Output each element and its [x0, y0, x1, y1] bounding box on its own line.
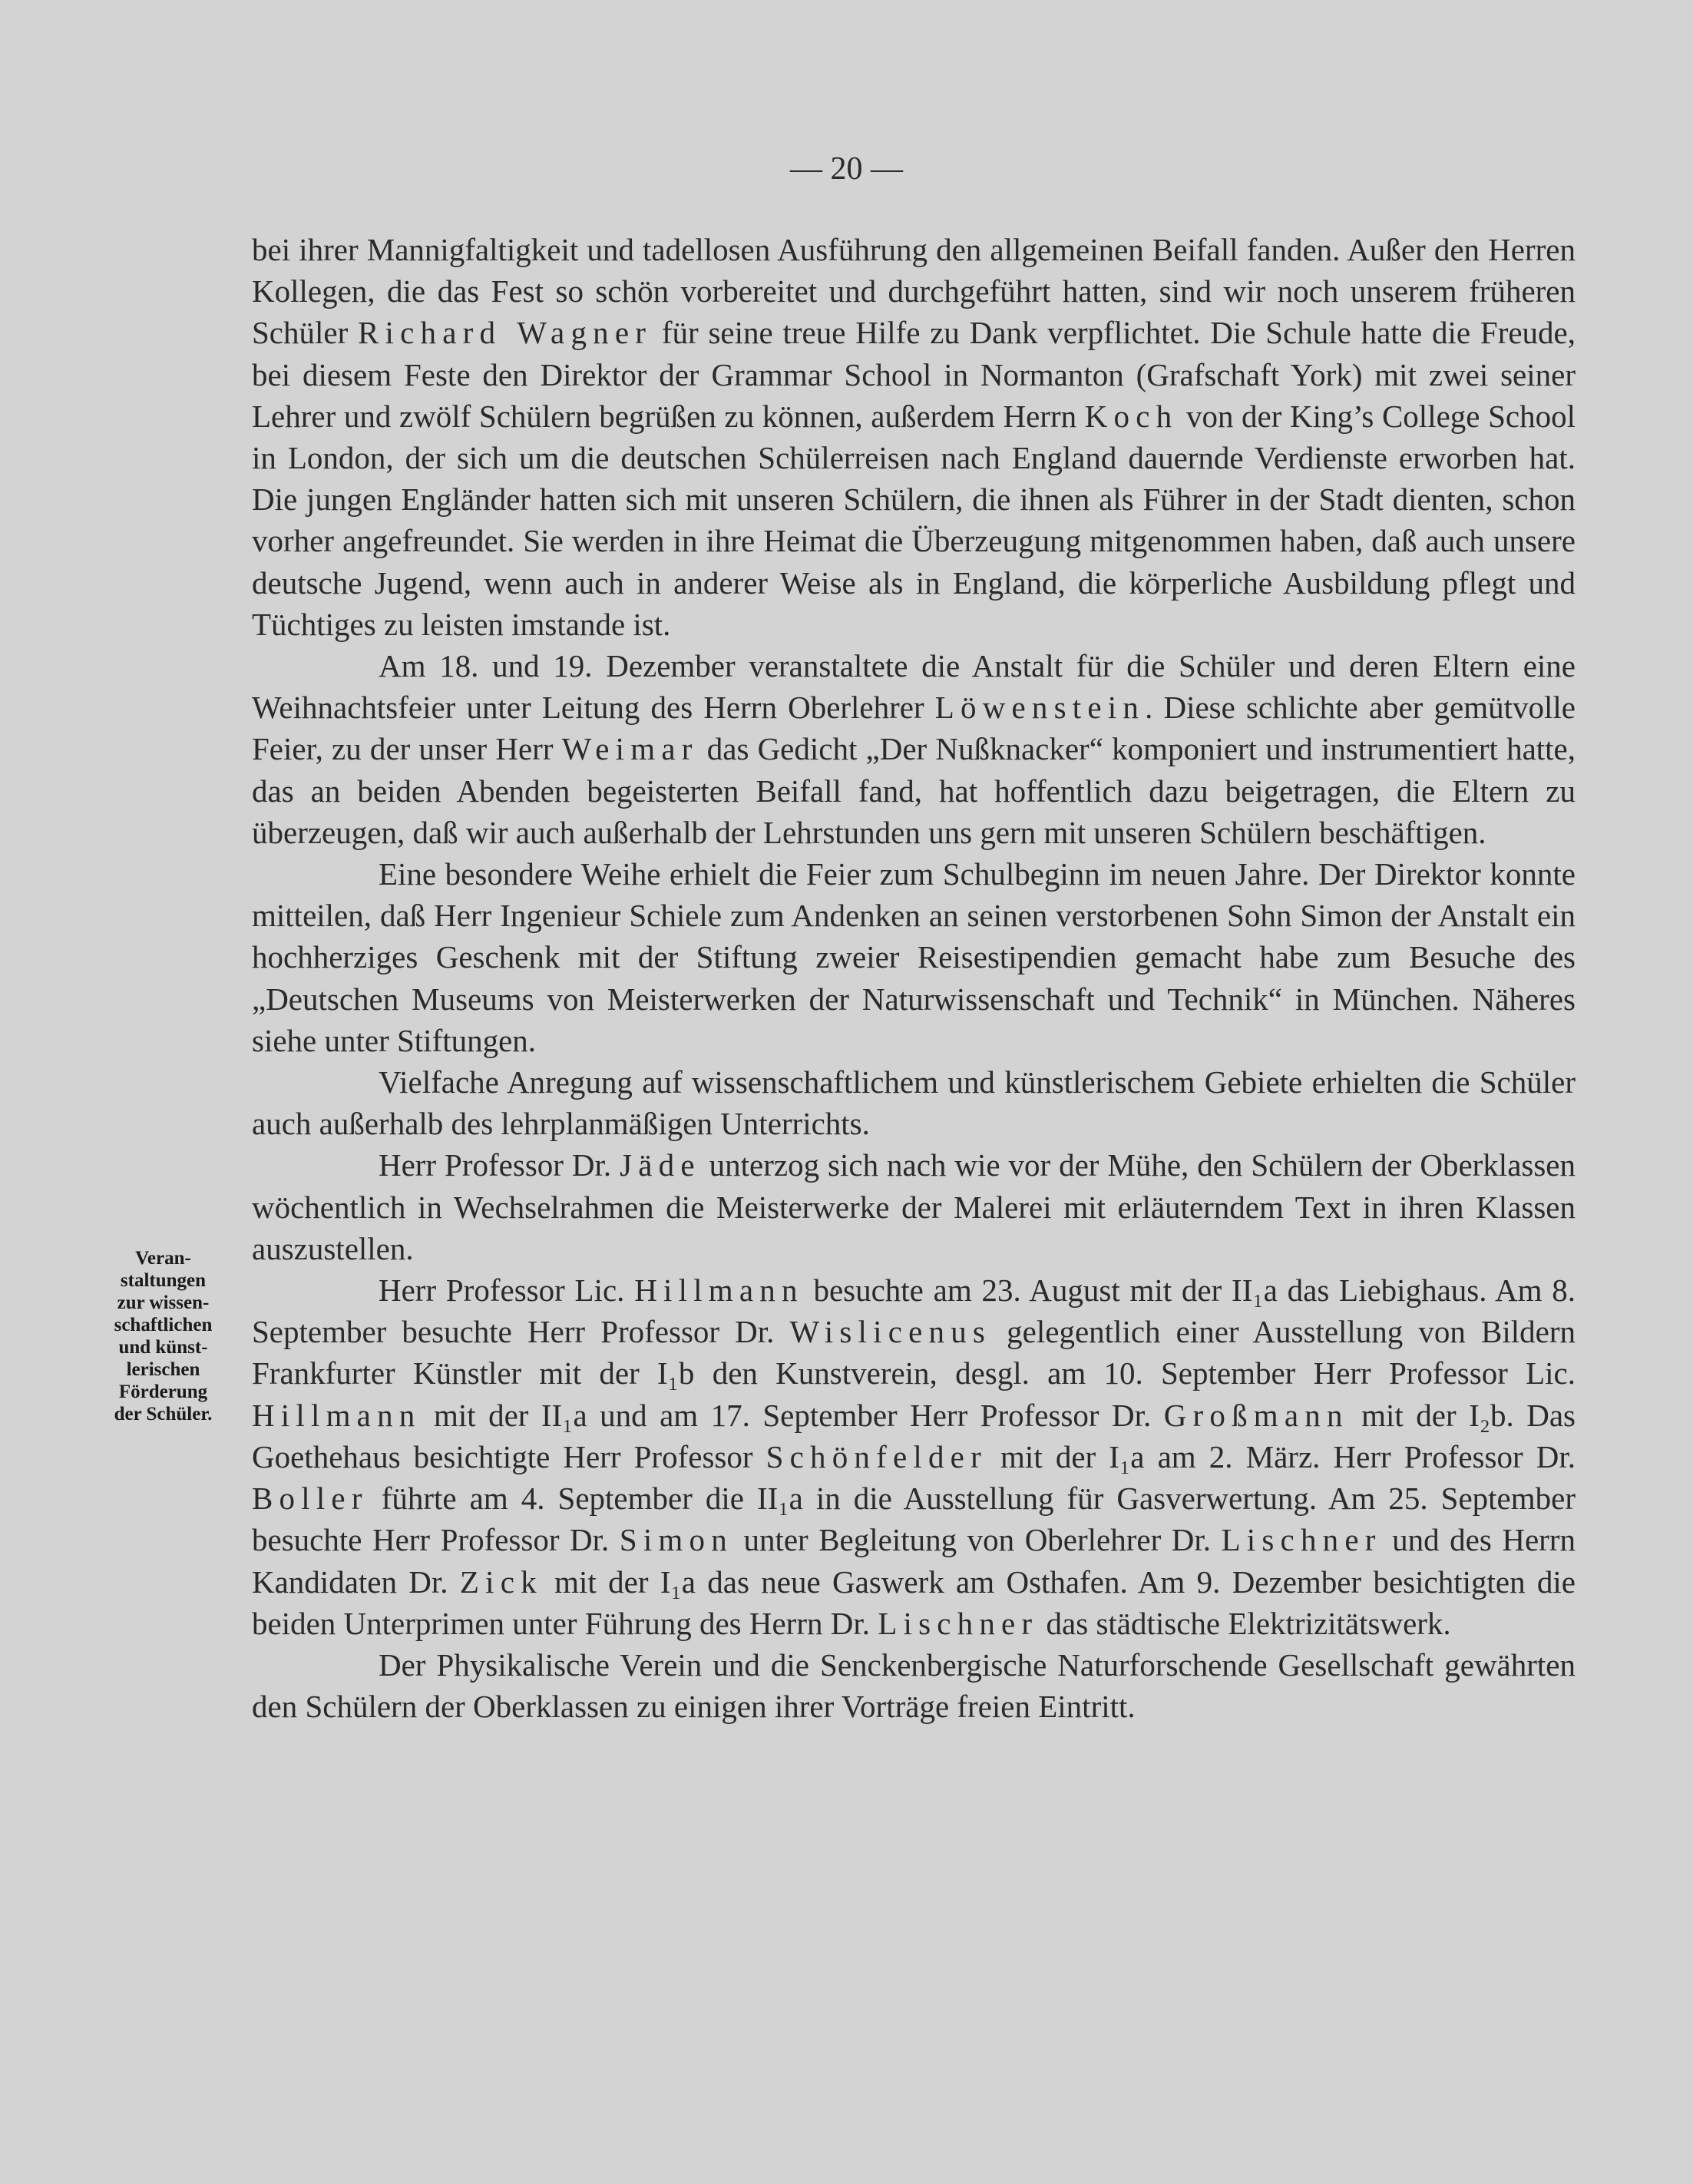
text-run: mit der II₁a und am 17. September Herr Professor Dr. [421, 1397, 1164, 1433]
text-run: mit der I₁a am 2. März. Herr Professor Dr. [987, 1438, 1576, 1474]
paragraph-festival-thanks [252, 229, 1576, 645]
margin-note-line: zur wissen- [117, 1292, 210, 1313]
paragraph-stimulation [252, 1061, 1576, 1144]
text-run: von der King’s College School in London, der sich um die deutschen Schülerreisen nach England dauernde Verdienste erworben hat. Die jungen Engländer hatten sich mit unseren Schülern, die ihnen als Führer in der Stadt dienten, schon vorher angefreundet. Sie werden in ihre Heimat die Überzeugung mitgenommen haben, daß auch unsere deutsche Jugend, wenn auch in anderer Weise als in England, die körperliche Ausbildung pflegt und Tüchtiges zu leisten imstande ist. [252, 398, 1576, 642]
margin-note-line: schaftlichen [114, 1315, 213, 1335]
person-name: Schönfelder [765, 1438, 987, 1474]
margin-note-line: Förderung [118, 1382, 208, 1402]
paragraph-school-start [252, 853, 1576, 1061]
text-run: Herr Professor Lic. [379, 1272, 635, 1309]
page-number: — 20 — [790, 151, 903, 187]
paragraph-excursions [252, 1269, 1576, 1644]
text-run: das städtische Elektrizitätswerk. [1038, 1605, 1451, 1641]
person-name: Löwenstein [934, 690, 1146, 726]
text-run: unter Begleitung von Oberlehrer Dr. [732, 1522, 1222, 1558]
person-name: Wislicenus [789, 1314, 992, 1350]
text-run: unterzog sich nach wie vor der Mühe, den Schülern der Oberklassen wöchentlich in Wechselrahmen die Meisterwerke der Malerei mit erläuterndem Text in ihren Klassen auszustellen. [252, 1147, 1576, 1266]
text-run: Eine besondere Weihe erhielt die Feier zum Schulbeginn im neuen Jahre. Der Direktor konnte mitteilen, daß Herr Ingenieur Schiele zum Andenken an seinen verstorbenen Sohn Simon der Anstalt ein hochherziges Geschenk mit der Stiftung zweier Reisestipendien gemacht habe zum Besuche des „Deutschen Museums von Meisterwerken der Naturwissenschaft und Technik“ in München. Näheres siehe unter Stiftungen. [252, 856, 1576, 1058]
text-run: . Diese schlichte aber gemütvolle Feier, zu der unser Herr [252, 690, 1576, 767]
text-run: für seine treue Hilfe zu Dank verpflichtet. Die Schule hatte die Freude, bei diesem Feste den Direktor der Grammar School in Normanton (Grafschaft York) mit zwei seiner Lehrer und zwölf Schülern begrüßen zu können, außerdem Herrn [252, 315, 1576, 434]
paragraph-lectures [252, 1644, 1576, 1727]
person-name: Zick [459, 1564, 543, 1600]
person-name: Lischner [1221, 1522, 1382, 1558]
person-name: Simon [619, 1522, 733, 1558]
margin-note [77, 1247, 250, 1425]
text-run: führte am 4. September die II₁a in die Ausstellung für Gasverwertung. Am 25. September besuchte Herr Professor Dr. [252, 1481, 1576, 1558]
person-name: Lischner [878, 1605, 1039, 1641]
margin-note-line: der Schüler. [114, 1404, 213, 1425]
paragraph-christmas [252, 645, 1576, 853]
text-run: Am 18. und 19. Dezember veranstaltete die Anstalt für die Schüler und deren Eltern eine Weihnachtsfeier unter Leitung des Herrn Oberlehrer [252, 648, 1576, 726]
margin-note-line: staltungen [120, 1270, 207, 1291]
text-run: Der Physikalische Verein und die Senckenbergische Naturforschende Gesellschaft gewährten den Schülern der Oberklassen zu einigen ihrer Vorträge freien Eintritt. [252, 1646, 1576, 1725]
text-run: mit der I₁a das neue Gaswerk am Osthafen. Am 9. Dezember besichtigten die beiden Unterprimen unter Führung des Herrn Dr. [252, 1564, 1576, 1641]
person-name: Hillmann [634, 1272, 804, 1309]
person-name: Boller [252, 1481, 369, 1517]
text-run: mit der I₂b. Das Goethehaus besichtigte Herr Professor [252, 1397, 1576, 1474]
text-run: das Gedicht „Der Nußknacker“ komponiert und instrumentiert hatte, das an beiden Abenden begeisterten Beifall fand, hat hoffentlich dazu beigetragen, die Eltern zu überzeugen, daß wir auch außerhalb der Lehrstunden uns gern mit unseren Schülern beschäftigen. [252, 731, 1576, 850]
text-run: Herr Professor Dr. [379, 1147, 620, 1183]
text-run: gelegentlich einer Ausstellung von Bildern Frankfurter Künstler mit der I₁b den Kunstverein, desgl. am 10. September Herr Professor Lic. [252, 1314, 1576, 1391]
person-name: Großmann [1163, 1397, 1349, 1433]
person-name: Weimar [561, 731, 699, 767]
text-run: und des Herrn Kandidaten Dr. [252, 1522, 1576, 1600]
text-run: Vielfache Anregung auf wissenschaftlichem und künstlerischem Gebiete erhielten die Schüler auch außerhalb des lehrplanmäßigen Unterrichts. [252, 1064, 1576, 1142]
text-run: besuchte am 23. August mit der II₁a das Liebighaus. Am 8. September besuchte Herr Professor Dr. [252, 1272, 1576, 1350]
margin-note-line: und künst- [118, 1337, 208, 1358]
person-name: Koch [1084, 398, 1179, 434]
person-name: Richard Wagner [358, 315, 653, 351]
paragraph-paintings [252, 1144, 1576, 1269]
person-name: Hillmann [252, 1397, 422, 1433]
text-run: bei ihrer Mannigfaltigkeit und tadellosen Ausführung den allgemeinen Beifall fanden. Außer den Herren Kollegen, die das Fest so schön vorbereitet und durchgeführt hatten, sind wir noch unserem früheren Schüler [252, 232, 1576, 351]
body-text [252, 229, 1576, 1727]
margin-note-line: lerischen [126, 1359, 200, 1380]
person-name: Jäde [620, 1147, 701, 1183]
margin-note-line: Veran- [135, 1248, 191, 1269]
